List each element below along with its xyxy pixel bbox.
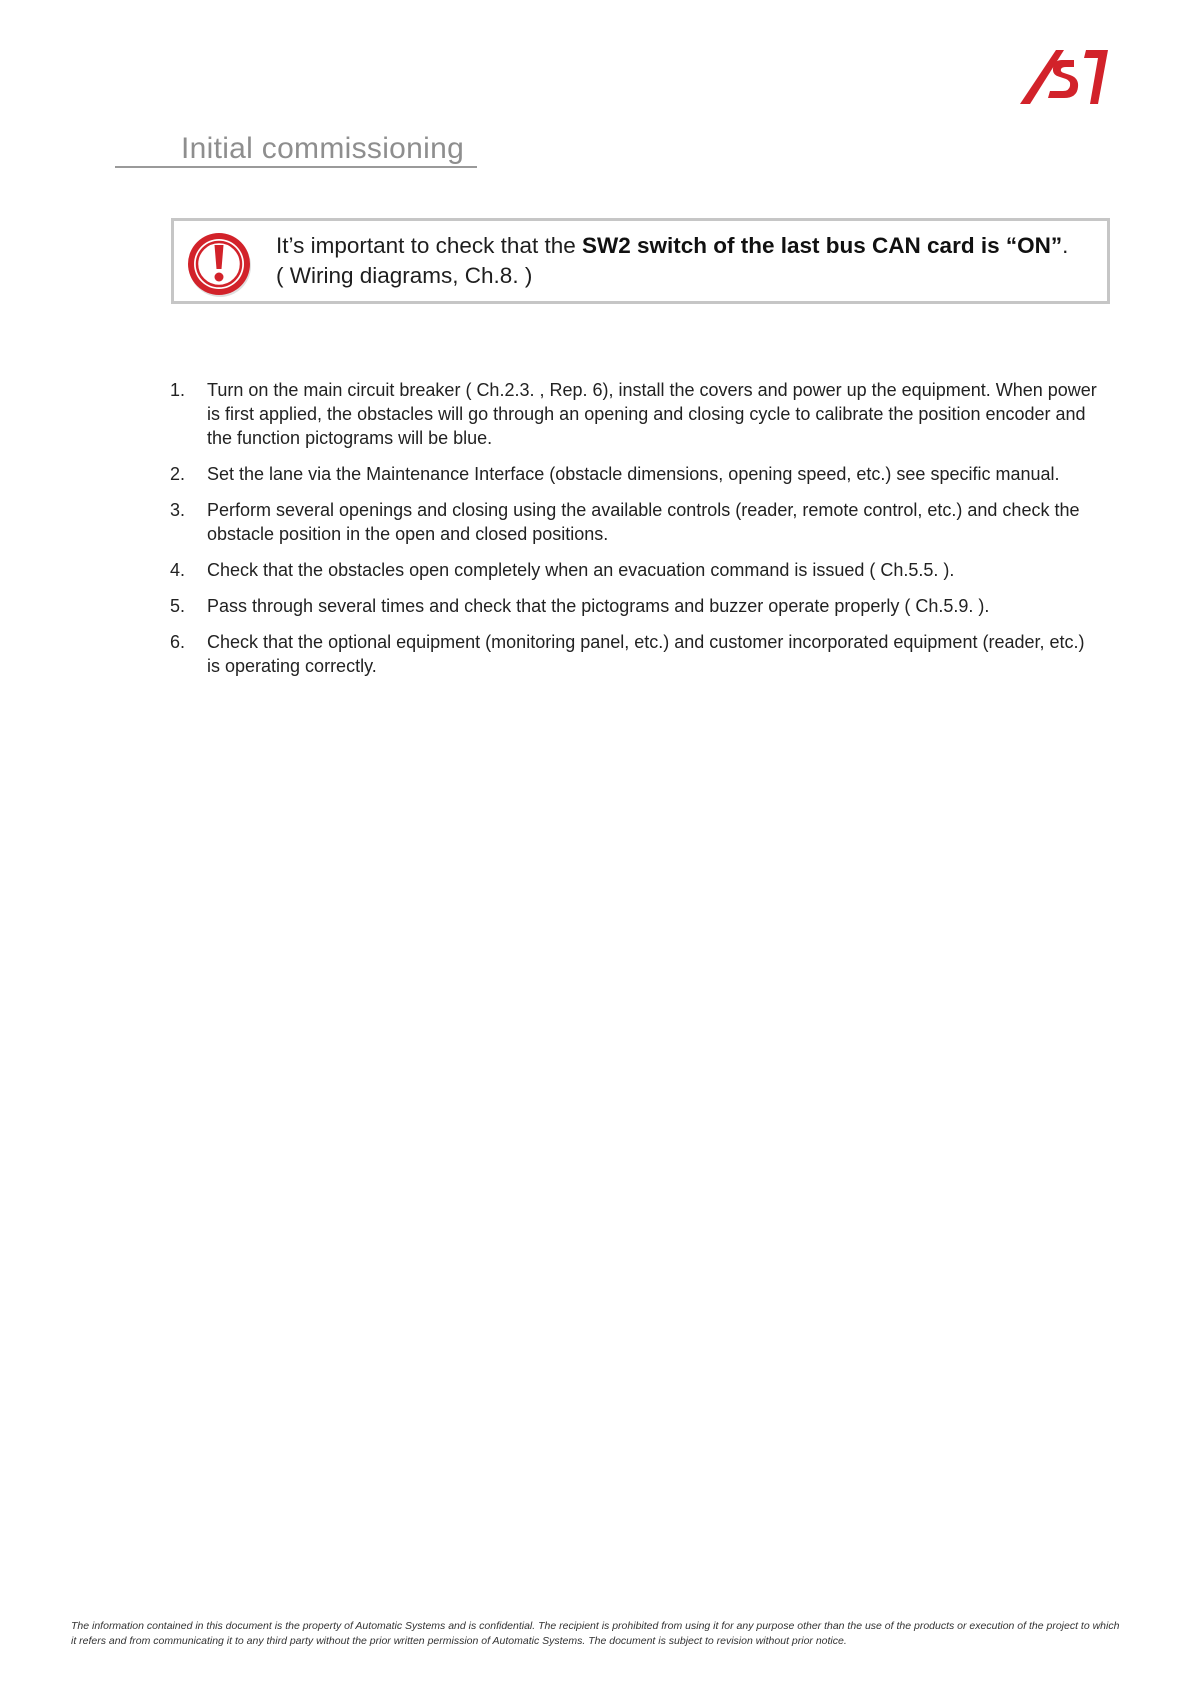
warning-text-prefix: It’s important to check that the [276,233,582,258]
step-text: Pass through several times and check that the pictograms and buzzer operate properly ( Ch.5.9. ). [207,596,990,616]
step-number: 2. [170,464,186,484]
step-number: 5. [170,596,186,616]
automatic-systems-logo [1016,44,1112,108]
list-item [170,498,1100,546]
list-item [170,558,1100,582]
warning-reference: ( Wiring diagrams, Ch.8. ) [276,263,533,288]
warning-text-emphasis: SW2 switch of the last bus CAN card is “ON” [582,233,1063,258]
heading-underline [115,166,477,168]
warning-text-suffix: . [1062,233,1069,258]
step-text: Set the lane via the Maintenance Interface (obstacle dimensions, opening speed, etc.) see specific manual. [207,464,1060,484]
step-text: Perform several openings and closing using the available controls (reader, remote control, etc.) and check the obstacle position in the open and closed positions. [207,500,1080,544]
list-item [170,462,1100,486]
warning-callout [171,218,1110,304]
step-number: 1. [170,380,186,400]
warning-message [276,231,1096,291]
step-number: 4. [170,560,186,580]
section-heading [115,132,477,168]
list-item [170,630,1100,678]
step-number: 6. [170,632,186,652]
step-text: Check that the obstacles open completely when an evacuation command is issued ( Ch.5.5. ). [207,560,955,580]
list-item [170,594,1100,618]
list-item [170,378,1100,450]
confidentiality-footer: The information contained in this document is the property of Automatic Systems and is confidential. The recipient is prohibited from using it for any purpose other than the use of the products or execution of the project to which it refers and from communicating it to any third party without the prior written permission of Automatic Systems. The document is subject to revision without prior notice. [71,1620,1120,1647]
commissioning-steps-list [170,378,1100,690]
step-text: Check that the optional equipment (monitoring panel, etc.) and customer incorporated equipment (reader, etc.) is operating correctly. [207,632,1085,676]
exclamation-warning-icon [186,231,254,299]
step-number: 3. [170,500,186,520]
page-title: Initial commissioning [181,132,465,165]
step-text: Turn on the main circuit breaker ( Ch.2.3. , Rep. 6), install the covers and power up the equipment. When power is first applied, the obstacles will go through an opening and closing cycle to calibrate the position encoder and the function pictograms will be blue. [207,380,1097,448]
